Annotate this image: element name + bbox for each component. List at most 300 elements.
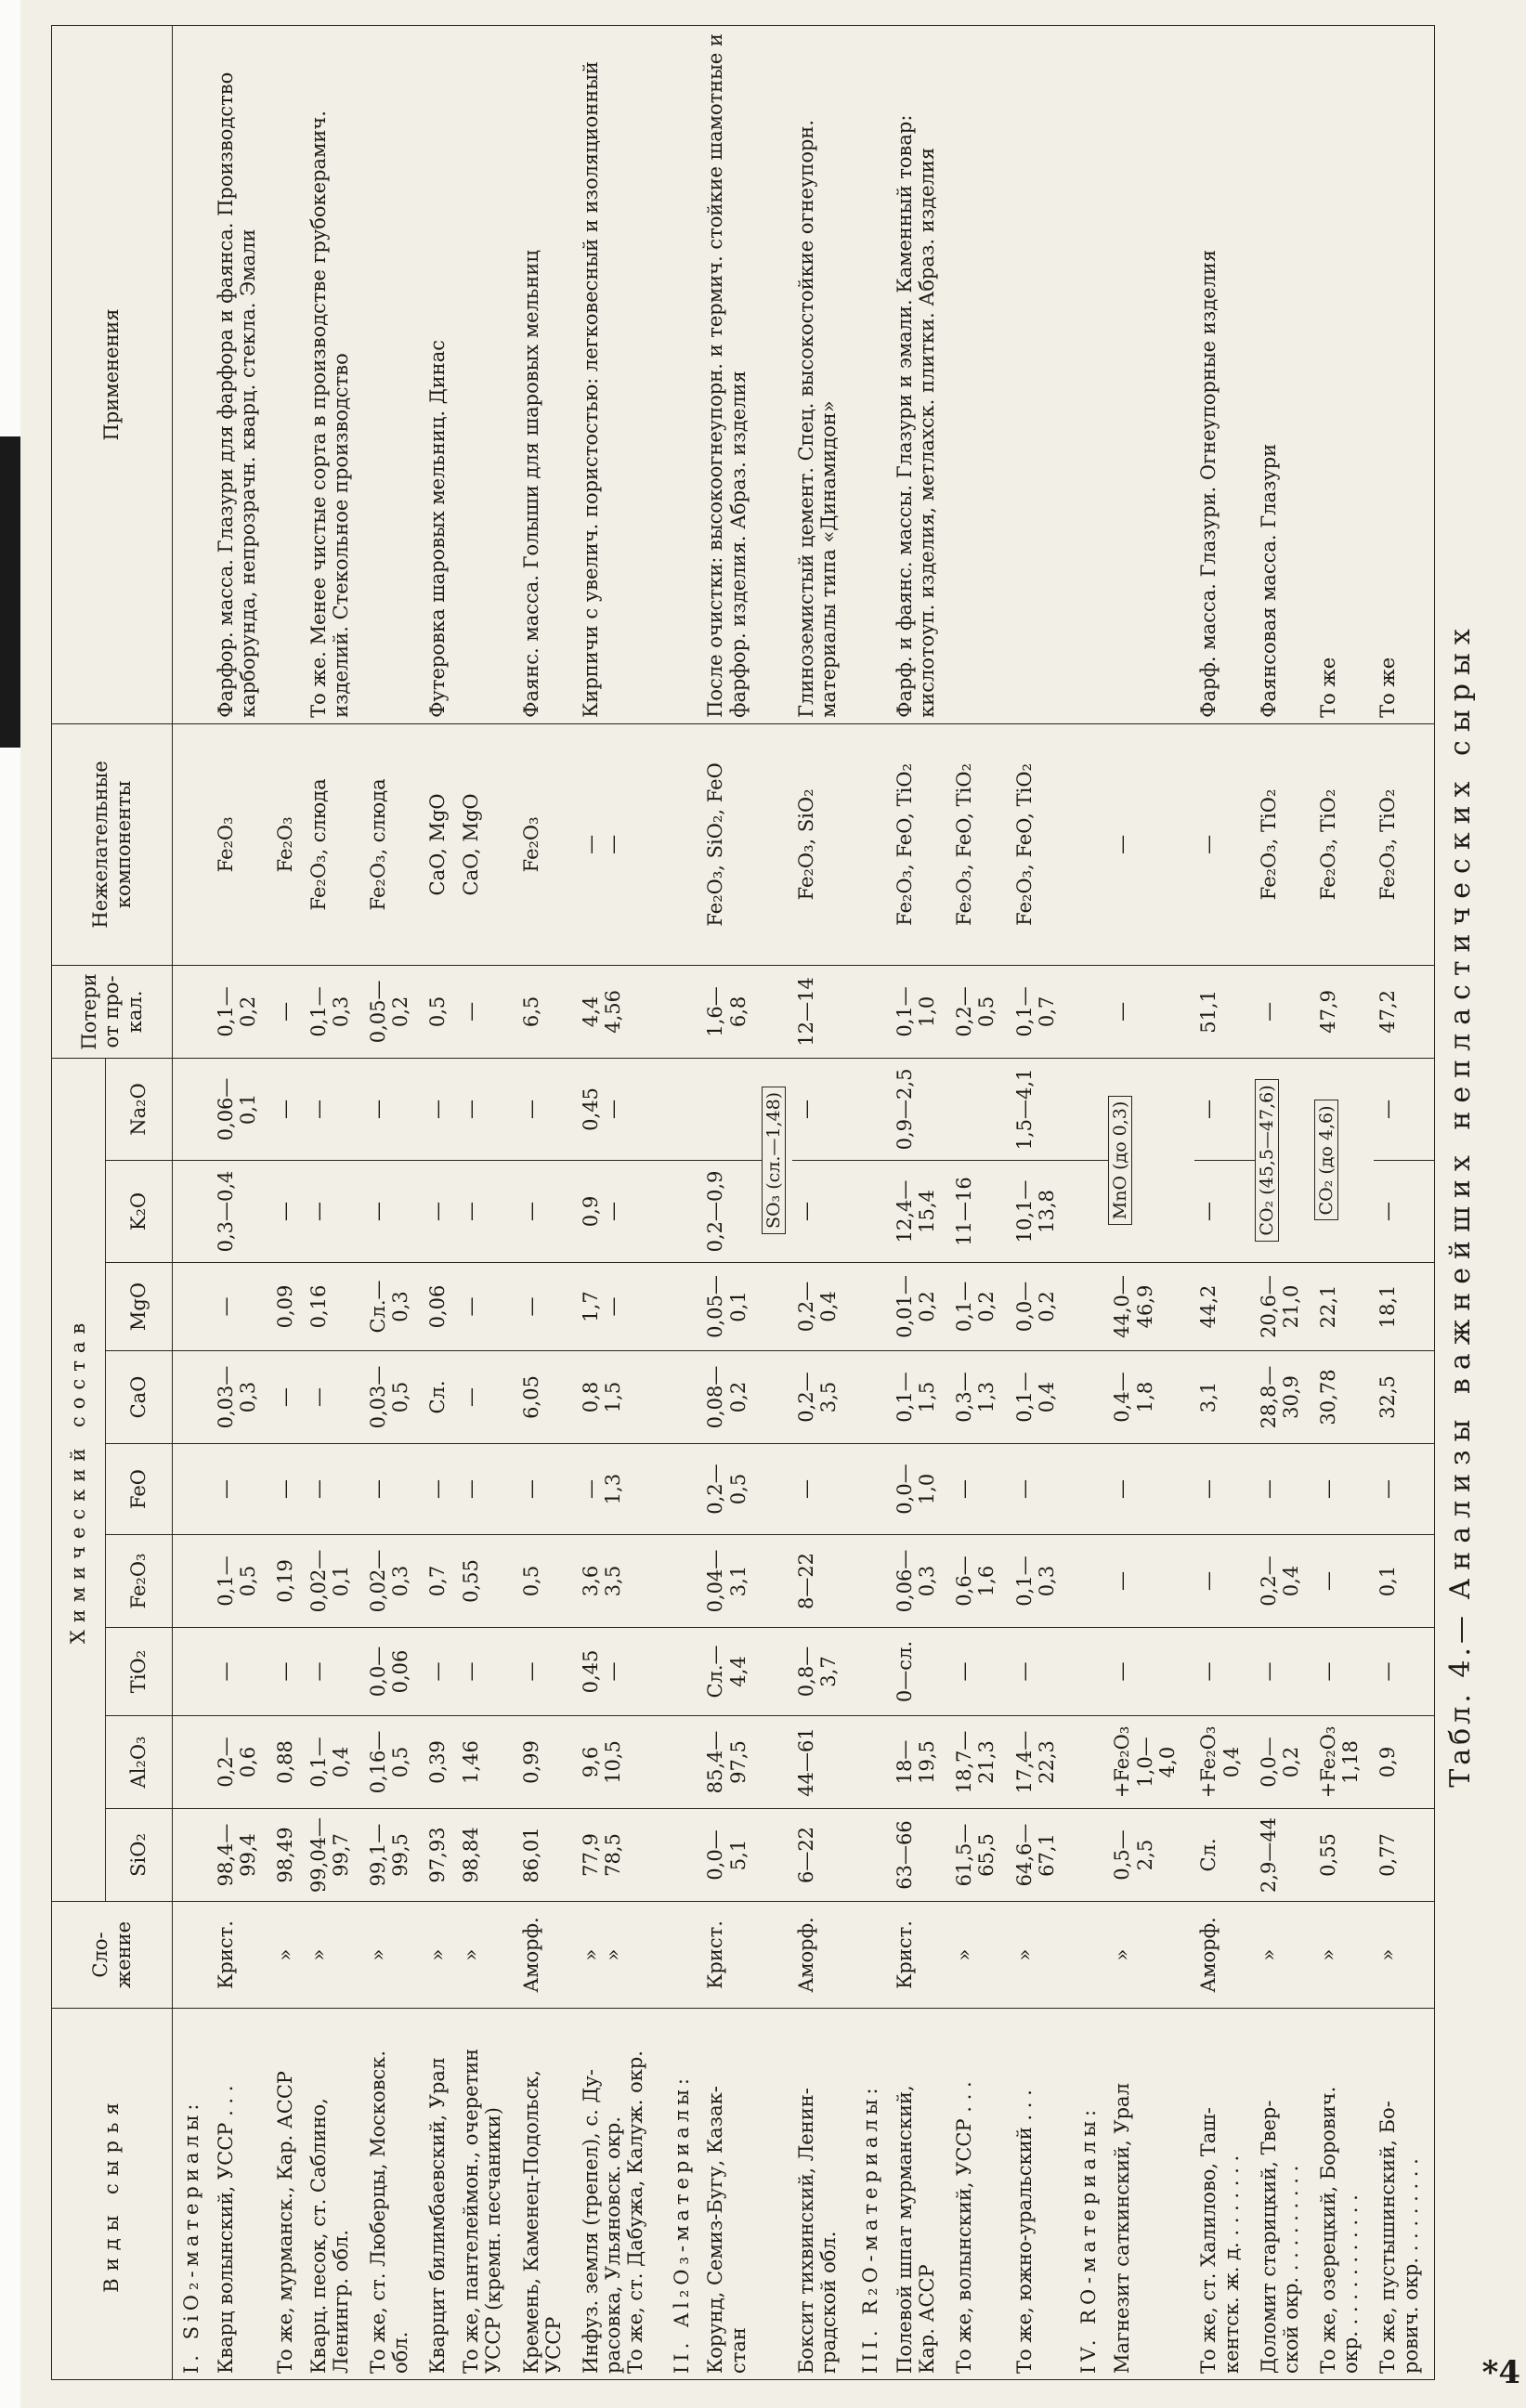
cell-feo (852, 1444, 891, 1535)
cell-feo: 0,0—1,0 (891, 1444, 950, 1535)
cell-feo: — (271, 1444, 305, 1535)
caption-prefix: Табл. 4.— (1444, 1612, 1477, 1788)
cell-loss: — (457, 965, 516, 1058)
cell-tio2: — (424, 1628, 457, 1716)
cell-k2o: 12,4— 15,4 (891, 1161, 950, 1263)
table-row (271, 25, 305, 2379)
cell-mgo (1070, 1263, 1109, 1351)
cell-use (1070, 25, 1109, 723)
header-sio2: SiO₂ (106, 1809, 173, 1902)
cell-al2o3: 0,39 (424, 1716, 457, 1809)
cell-k2o: 0,9 — (577, 1161, 663, 1263)
cell-loss (762, 965, 792, 1058)
cell-loss: 4,4 4,56 (577, 965, 663, 1058)
cell-sio2: 0,5—2,5 (1108, 1809, 1194, 1902)
raw-material-cell: То же, мурманск., Кар. АССР (271, 2009, 305, 2380)
raw-material-cell: Кремень, Каменец-Подольск, УССР (517, 2009, 577, 2380)
raw-material-cell: То же, пустышинский, Бо- рович. окр. . . . . . . . . (1374, 2009, 1434, 2380)
note-cell (1314, 1058, 1374, 1262)
cell-k2o: — (424, 1161, 457, 1263)
cell-tio2: — (1255, 1628, 1314, 1716)
cell-u: Fe₂O₃ (517, 723, 577, 965)
cell-s (852, 1902, 891, 2009)
cell-fe2o3: 8—22 (792, 1535, 852, 1628)
cell-feo (663, 1444, 702, 1535)
cell-s: » (1108, 1902, 1194, 2009)
cell-feo: — (305, 1444, 364, 1535)
cell-fe2o3: 0,02— 0,1 (305, 1535, 364, 1628)
cell-feo: — (950, 1444, 1010, 1535)
cell-k2o (852, 1161, 891, 1263)
cell-loss: — (271, 965, 305, 1058)
cell-use: Глиноземистый цемент. Спец. высокостойкие огнеупорн. материалы типа «Динамидон» (792, 25, 852, 723)
cell-mgo: — (457, 1263, 516, 1351)
cell-use (1011, 25, 1070, 723)
cell-loss: — (1255, 965, 1314, 1058)
cell-loss: 0,1—1,0 (891, 965, 950, 1058)
cell-al2o3 (1070, 1716, 1109, 1809)
cell-mgo: 22,1 (1314, 1263, 1374, 1351)
cell-s: Крист. (891, 1902, 950, 2009)
cell-cao (1070, 1351, 1109, 1444)
cell-u (173, 723, 212, 965)
cell-loss (852, 965, 891, 1058)
cell-loss: 0,1—0,2 (212, 965, 271, 1058)
cell-na2o: — (457, 1058, 516, 1160)
cell-s: » (950, 1902, 1010, 2009)
cell-al2o3: 0,9 (1374, 1716, 1434, 1809)
raw-material-cell: Кварцит билимбаевский, Урал (424, 2009, 457, 2380)
table-row (305, 25, 364, 2379)
note-box: MnO (до 0,3) (1108, 1096, 1132, 1226)
cell-s: » (1255, 1902, 1314, 2009)
cell-s (663, 1902, 702, 2009)
cell-cao: 0,4—1,8 (1108, 1351, 1194, 1444)
cell-s: Аморф. (792, 1902, 852, 2009)
cell-na2o (1070, 1058, 1109, 1160)
cell-mgo: — (212, 1263, 271, 1351)
table-row (1070, 25, 1109, 2379)
cell-sio2: Сл. (1194, 1809, 1254, 1902)
cell-al2o3: +Fe₂O₃ 1,0—4,0 (1108, 1716, 1194, 1809)
cell-sio2: 98,49 (271, 1809, 305, 1902)
note-box: SO₃ (сл.—1,48) (762, 1087, 786, 1234)
cell-loss: 0,1—0,7 (1011, 965, 1070, 1058)
cell-fe2o3: 0,1 (1374, 1535, 1434, 1628)
cell-al2o3 (762, 1716, 792, 1809)
raw-material-cell: То же, ст. Люберцы, Московск. обл. (364, 2009, 424, 2380)
analysis-table (51, 25, 1435, 2380)
cell-k2o: 11—16 (950, 1161, 1010, 1263)
cell-feo: — (517, 1444, 577, 1535)
cell-use (1108, 25, 1194, 723)
cell-cao (173, 1351, 212, 1444)
header-loss: Потери от про- кал. (52, 965, 173, 1058)
cell-na2o: 0,06— 0,1 (212, 1058, 271, 1160)
cell-mgo: 0,05— 0,1 (701, 1263, 761, 1351)
cell-fe2o3 (762, 1535, 792, 1628)
cell-s: » (364, 1902, 424, 2009)
cell-na2o: — (424, 1058, 457, 1160)
cell-u: CaO, MgO (424, 723, 457, 965)
cell-fe2o3: — (1314, 1535, 1374, 1628)
cell-fe2o3: 0,55 (457, 1535, 516, 1628)
note-cell (762, 1058, 792, 1262)
cell-sio2: 99,04— 99,7 (305, 1809, 364, 1902)
table-row (852, 25, 891, 2379)
cell-cao: 3,1 (1194, 1351, 1254, 1444)
raw-material-cell: Корунд, Семиз-Бугу, Казак- стан (701, 2009, 761, 2380)
cell-cao: Сл. (424, 1351, 457, 1444)
cell-na2o: 0,45 — (577, 1058, 663, 1160)
cell-mgo: 44,2 (1194, 1263, 1254, 1351)
cell-sio2: 98,84 (457, 1809, 516, 1902)
cell-sio2: 64,6— 67,1 (1011, 1809, 1070, 1902)
cell-k2o: — (457, 1161, 516, 1263)
cell-na2o: — (305, 1058, 364, 1160)
cell-tio2: — (212, 1628, 271, 1716)
raw-material-cell: II. Al₂O₃-материалы: (663, 2009, 702, 2380)
cell-fe2o3: 0,19 (271, 1535, 305, 1628)
cell-na2o: — (792, 1058, 852, 1160)
cell-use: Фаянс. масса. Голыши для шаровых мельниц (517, 25, 577, 723)
cell-s: » (457, 1902, 516, 2009)
cell-k2o: — (1194, 1161, 1254, 1263)
header-fe2o3: Fe₂O₃ (106, 1535, 173, 1628)
cell-k2o: — (364, 1161, 424, 1263)
cell-feo: — (424, 1444, 457, 1535)
cell-fe2o3: 0,02— 0,3 (364, 1535, 424, 1628)
header-structure: Сло- жение (52, 1902, 173, 2009)
raw-material-cell: То же, пантелеймон., очеретин УССР (кремн. песчаники) (457, 2009, 516, 2380)
cell-feo (762, 1444, 792, 1535)
cell-loss: 6,5 (517, 965, 577, 1058)
cell-mgo: 0,0—0,2 (1011, 1263, 1070, 1351)
cell-loss: 12—14 (792, 965, 852, 1058)
raw-material-cell: Боксит тихвинский, Ленин- градской обл. (792, 2009, 852, 2380)
cell-fe2o3: — (1194, 1535, 1254, 1628)
cell-mgo: 0,01— 0,2 (891, 1263, 950, 1351)
cell-na2o: 1,5—4,1 (1011, 1058, 1070, 1160)
table-row (1194, 25, 1254, 2379)
cell-cao: 0,8 1,5 (577, 1351, 663, 1444)
cell-k2o: — (792, 1161, 852, 1263)
raw-material-cell: Магнезит саткинский, Урал (1108, 2009, 1194, 2380)
cell-use (457, 25, 516, 723)
cell-use: То же. Менее чистые сорта в производстве грубокерамич. изделий. Стекольное производство (305, 25, 364, 723)
cell-na2o (852, 1058, 891, 1160)
cell-al2o3: 18—19,5 (891, 1716, 950, 1809)
cell-use (852, 25, 891, 723)
cell-tio2: — (271, 1628, 305, 1716)
cell-feo: — (1194, 1444, 1254, 1535)
table-row (1255, 25, 1314, 2379)
cell-al2o3: 0,88 (271, 1716, 305, 1809)
cell-loss: 0,1—0,3 (305, 965, 364, 1058)
note-cell (1108, 1058, 1194, 1262)
cell-tio2: — (1194, 1628, 1254, 1716)
cell-na2o: — (1194, 1058, 1254, 1160)
table-row (792, 25, 852, 2379)
cell-mgo: — (517, 1263, 577, 1351)
cell-k2o: — (305, 1161, 364, 1263)
cell-na2o: — (271, 1058, 305, 1160)
table-row (1108, 25, 1194, 2379)
cell-al2o3: 0,0—0,2 (1255, 1716, 1314, 1809)
cell-mgo: 0,06 (424, 1263, 457, 1351)
cell-u: Fe₂O₃, FeO, TiO₂ (950, 723, 1010, 965)
header-chemical: Химический состав (52, 1058, 106, 1901)
cell-cao: — (305, 1351, 364, 1444)
cell-tio2 (852, 1628, 891, 1716)
cell-use (950, 25, 1010, 723)
cell-tio2: — (457, 1628, 516, 1716)
cell-cao: 28,8— 30,9 (1255, 1351, 1314, 1444)
table-row (1011, 25, 1070, 2379)
cell-use: После очистки: высокоогнеупорн. и термич. стойкие шамотные и фарфор. изделия. Абраз. изделия (701, 25, 761, 723)
cell-tio2: — (950, 1628, 1010, 1716)
cell-mgo (852, 1263, 891, 1351)
cell-feo (173, 1444, 212, 1535)
table-row (891, 25, 950, 2379)
cell-al2o3: 0,16— 0,5 (364, 1716, 424, 1809)
cell-cao: 0,03— 0,5 (364, 1351, 424, 1444)
cell-na2o (663, 1058, 702, 1160)
cell-fe2o3: 0,7 (424, 1535, 457, 1628)
cell-tio2: — (1108, 1628, 1194, 1716)
header-feo: FeO (106, 1444, 173, 1535)
cell-u: — — (577, 723, 663, 965)
cell-s: Крист. (212, 1902, 271, 2009)
header-raw: Виды сырья (52, 2009, 173, 2380)
cell-k2o (173, 1161, 212, 1263)
cell-fe2o3: — (1108, 1535, 1194, 1628)
cell-feo: — (1374, 1444, 1434, 1535)
cell-cao: — (457, 1351, 516, 1444)
cell-loss: 47,2 (1374, 965, 1434, 1058)
cell-fe2o3: 0,6— 1,6 (950, 1535, 1010, 1628)
cell-loss (173, 965, 212, 1058)
cell-fe2o3: 0,1— 0,3 (1011, 1535, 1070, 1628)
raw-material-cell: Полевой шпат мурманский, Кар. АССР (891, 2009, 950, 2380)
cell-u (762, 723, 792, 965)
cell-sio2: 77,9 78,5 (577, 1809, 663, 1902)
cell-loss: 0,05— 0,2 (364, 965, 424, 1058)
raw-material-cell: То же, южно-уральский . . . (1011, 2009, 1070, 2380)
cell-u: Fe₂O₃, FeO, TiO₂ (1011, 723, 1070, 965)
cell-feo: — (1255, 1444, 1314, 1535)
cell-na2o: — (364, 1058, 424, 1160)
cell-u: Fe₂O₃, слюда (305, 723, 364, 965)
cell-sio2: 0,77 (1374, 1809, 1434, 1902)
cell-cao (762, 1351, 792, 1444)
cell-mgo: 0,1—0,2 (950, 1263, 1010, 1351)
raw-material-cell: III. R₂O-материалы: (852, 2009, 891, 2380)
cell-cao: 0,08— 0,2 (701, 1351, 761, 1444)
cell-s (173, 1902, 212, 2009)
table-row (577, 25, 663, 2379)
cell-use: То же (1374, 25, 1434, 723)
cell-tio2: 0,45 — (577, 1628, 663, 1716)
cell-tio2: 0—сл. (891, 1628, 950, 1716)
cell-s: » (424, 1902, 457, 2009)
cell-tio2 (1070, 1628, 1109, 1716)
cell-tio2: — (1314, 1628, 1374, 1716)
cell-tio2 (762, 1628, 792, 1716)
header-mgo: MgO (106, 1263, 173, 1351)
cell-k2o (1070, 1161, 1109, 1263)
cell-s: » (271, 1902, 305, 2009)
cell-k2o: — (517, 1161, 577, 1263)
cell-mgo (762, 1263, 792, 1351)
cell-mgo: 0,09 (271, 1263, 305, 1351)
table-row (424, 25, 457, 2379)
cell-al2o3: 18,7— 21,3 (950, 1716, 1010, 1809)
cell-na2o (950, 1058, 1010, 1160)
cell-cao (663, 1351, 702, 1444)
table-row (663, 25, 702, 2379)
cell-sio2: 2,9—44 (1255, 1809, 1314, 1902)
cell-al2o3 (173, 1716, 212, 1809)
cell-sio2: 97,93 (424, 1809, 457, 1902)
cell-cao: 30,78 (1314, 1351, 1374, 1444)
header-usage: Применения (52, 25, 173, 723)
cell-u (663, 723, 702, 965)
cell-u: Fe₂O₃, TiO₂ (1374, 723, 1434, 965)
cell-al2o3: 0,2—0,6 (212, 1716, 271, 1809)
cell-k2o: 0,2—0,9 (701, 1161, 761, 1263)
note-box: CO₂ (до 4,6) (1314, 1100, 1338, 1220)
header-na2o: Na₂O (106, 1058, 173, 1160)
cell-u: Fe₂O₃, TiO₂ (1314, 723, 1374, 965)
cell-feo: 0,2—0,5 (701, 1444, 761, 1535)
cell-fe2o3 (1070, 1535, 1109, 1628)
cell-u: — (1108, 723, 1194, 965)
cell-s: Аморф. (517, 1902, 577, 2009)
cell-u: Fe₂O₃ (271, 723, 305, 965)
cell-cao: 0,1—0,4 (1011, 1351, 1070, 1444)
cell-loss (1070, 965, 1109, 1058)
cell-al2o3: 9,6 10,5 (577, 1716, 663, 1809)
cell-al2o3: 1,46 (457, 1716, 516, 1809)
cell-sio2 (852, 1809, 891, 1902)
cell-s: » (305, 1902, 364, 2009)
raw-material-cell: IV. RO-материалы: (1070, 2009, 1109, 2380)
header-k2o: K₂O (106, 1161, 173, 1263)
cell-loss: 0,2—0,5 (950, 965, 1010, 1058)
table-row (1374, 25, 1434, 2379)
table-row (173, 25, 212, 2379)
table-row (950, 25, 1010, 2379)
table-caption (1444, 0, 1487, 2408)
table-row (1314, 25, 1374, 2379)
cell-mgo (173, 1263, 212, 1351)
cell-sio2: 99,1— 99,5 (364, 1809, 424, 1902)
cell-sio2: 6—22 (792, 1809, 852, 1902)
note-box: CO₂ (45,5—47,6) (1255, 1079, 1279, 1241)
cell-tio2 (173, 1628, 212, 1716)
cell-u (1070, 723, 1109, 965)
table-row (364, 25, 424, 2379)
page-number-mark: *4 (1481, 2354, 1520, 2391)
cell-use (364, 25, 424, 723)
cell-use: Фаянсовая масса. Глазури (1255, 25, 1314, 723)
cell-mgo: Сл.— 0,3 (364, 1263, 424, 1351)
header-undesired: Нежелательные компоненты (52, 723, 173, 965)
raw-material-cell: То же, озерецкий, Борович. окр. . . . . . . . . . . . (1314, 2009, 1374, 2380)
cell-sio2 (173, 1809, 212, 1902)
cell-fe2o3: 3,6 3,5 (577, 1535, 663, 1628)
cell-sio2: 61,5— 65,5 (950, 1809, 1010, 1902)
cell-cao: 32,5 (1374, 1351, 1434, 1444)
cell-feo: — (1108, 1444, 1194, 1535)
table-row (701, 25, 761, 2379)
cell-al2o3 (663, 1716, 702, 1809)
cell-fe2o3 (173, 1535, 212, 1628)
cell-feo: — 1,3 (577, 1444, 663, 1535)
cell-tio2: — (1374, 1628, 1434, 1716)
cell-s: » (1374, 1902, 1434, 2009)
cell-na2o (173, 1058, 212, 1160)
cell-k2o: — (1374, 1161, 1434, 1263)
cell-tio2: — (305, 1628, 364, 1716)
cell-use: Фарф. и фаянс. массы. Глазури и эмали. Каменный товар: кислотоуп. изделия, метлахск. плитки. Абраз. изделия (891, 25, 950, 723)
header-al2o3: Al₂O₃ (106, 1716, 173, 1809)
cell-fe2o3: 0,04— 3,1 (701, 1535, 761, 1628)
cell-cao: 0,2—3,5 (792, 1351, 852, 1444)
raw-material-cell: Кварц волынский, УССР . . . (212, 2009, 271, 2380)
raw-material-cell: То же, волынский, УССР . . . (950, 2009, 1010, 2380)
cell-mgo: 0,2—0,4 (792, 1263, 852, 1351)
cell-s: Крист. (701, 1902, 761, 2009)
cell-use: Футеровка шаровых мельниц. Динас (424, 25, 457, 723)
cell-cao: 6,05 (517, 1351, 577, 1444)
cell-sio2 (663, 1809, 702, 1902)
cell-na2o: — (517, 1058, 577, 1160)
cell-cao: 0,03— 0,3 (212, 1351, 271, 1444)
cell-loss (663, 965, 702, 1058)
cell-feo: — (212, 1444, 271, 1535)
cell-u: Fe₂O₃, слюда (364, 723, 424, 965)
cell-u: CaO, MgO (457, 723, 516, 965)
cell-loss: — (1108, 965, 1194, 1058)
cell-s: Аморф. (1194, 1902, 1254, 2009)
cell-k2o: 0,3—0,4 (212, 1161, 271, 1263)
cell-sio2: 0,55 (1314, 1809, 1374, 1902)
raw-material-cell: Кварц. песок, ст. Саблино, Ленингр. обл. (305, 2009, 364, 2380)
cell-sio2: 0,0—5,1 (701, 1809, 761, 1902)
cell-feo: — (1011, 1444, 1070, 1535)
cell-al2o3: 85,4— 97,5 (701, 1716, 761, 1809)
cell-loss: 51,1 (1194, 965, 1254, 1058)
cell-k2o (663, 1161, 702, 1263)
cell-s: » (1314, 1902, 1374, 2009)
cell-u: Fe₂O₃, SiO₂, FeO (701, 723, 761, 965)
cell-s (1070, 1902, 1109, 2009)
cell-s (762, 1902, 792, 2009)
cell-feo: — (364, 1444, 424, 1535)
cell-sio2: 63—66 (891, 1809, 950, 1902)
cell-fe2o3: 0,06— 0,3 (891, 1535, 950, 1628)
cell-k2o: 10,1— 13,8 (1011, 1161, 1070, 1263)
cell-cao (852, 1351, 891, 1444)
cell-use: Фарф. масса. Глазури. Огнеупорные изделия (1194, 25, 1254, 723)
cell-use (173, 25, 212, 723)
cell-fe2o3 (663, 1535, 702, 1628)
cell-mgo: 18,1 (1374, 1263, 1434, 1351)
cell-u: Fe₂O₃, FeO, TiO₂ (891, 723, 950, 965)
cell-al2o3: +Fe₂O₃ 0,4 (1194, 1716, 1254, 1809)
